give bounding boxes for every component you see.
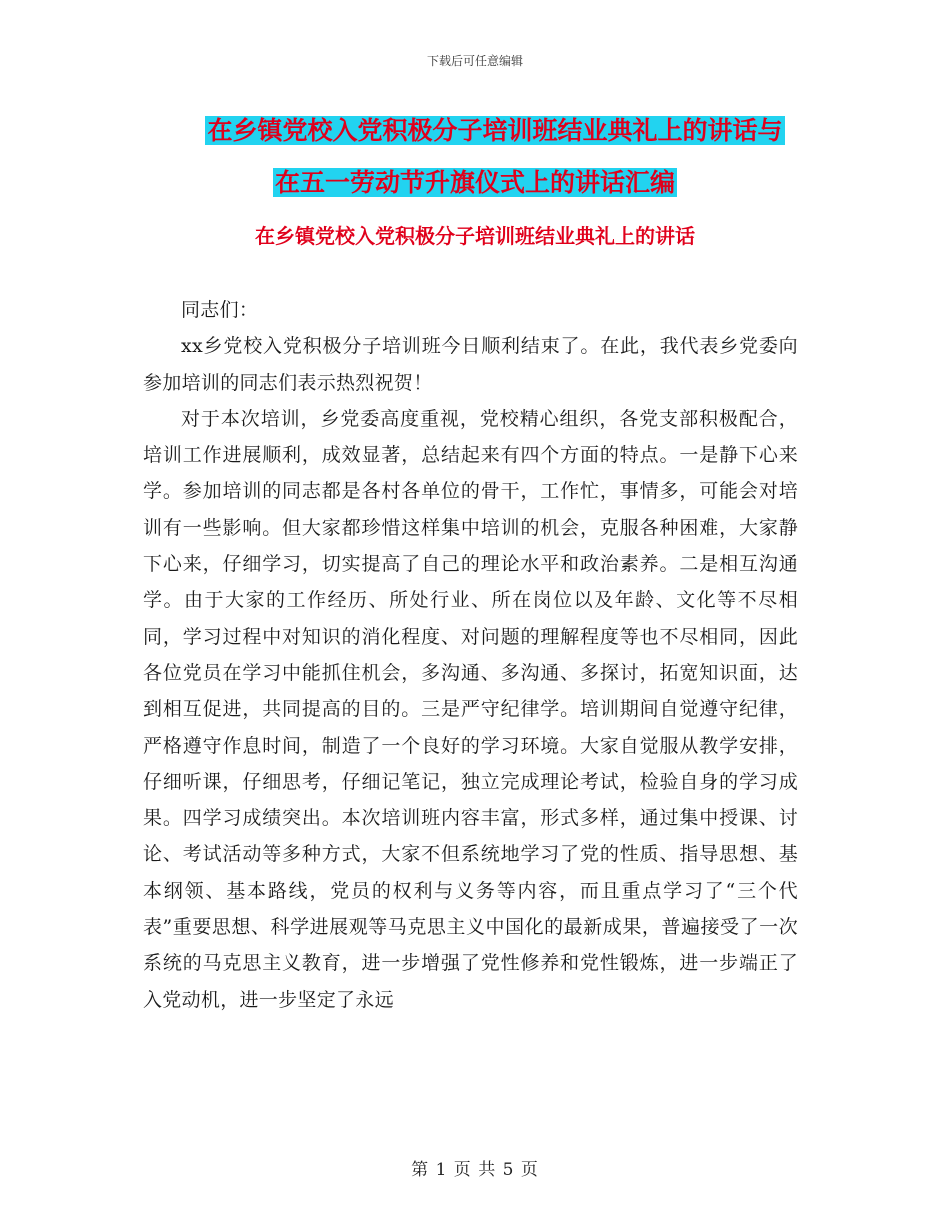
page-footer-number: 第 1 页 共 5 页 (411, 1160, 539, 1180)
document-body (143, 292, 798, 1018)
greeting-paragraph: 同志们： (181, 299, 259, 321)
title-line-1-text: 在乡镇党校入党积极分子培训班结业典礼上的讲话与 (207, 116, 783, 145)
document-title (0, 110, 950, 214)
section-title: 在乡镇党校入党积极分子培训班结业典礼上的讲话 (255, 224, 695, 248)
page-header-note: 下载后可任意编辑 (426, 54, 523, 68)
body-paragraph-2: 对于本次培训，乡党委高度重视，党校精心组织，各党支部积极配合，培训工作进展顺利，成效显著，总结起来有四个方面的特点。一是静下心来学。参加培训的同志都是各村各单位的骨干，工作忙，事情多，可能会对培训有一些影响。但大家都珍惜这样集中培训的机会，克服各种困难，大家静下心来，仔细学习，切实提高了自己的理论水平和政治素养。二是相互沟通学。由于大家的工作经历、所处行业、所在岗位以及年龄、文化等不尽相同，学习过程中对知识的消化程度、对问题的理解程度等也不尽相同，因此各位党员在学习中能抓住机会，多沟通、多沟通、多探讨，拓宽知识面，达到相互促进，共同提高的目的。三是严守纪律学。培训期间自觉遵守纪律，严格遵守作息时间，制造了一个良好的学习环境。大家自觉服从教学安排，仔细听课，仔细思考，仔细记笔记，独立完成理论考试，检验自身的学习成果。四学习成绩突出。本次培训班内容丰富，形式多样，通过集中授课、讨论、考试活动等多种方式，大家不但系统地学习了党的性质、指导思想、基本纲领、基本路线，党员的权利与义务等内容，而且重点学习了“三个代表”重要思想、科学进展观等马克思主义中国化的最新成果，普遍接受了一次系统的马克思主义教育，进一步增强了党性修养和党性锻炼，进一步端正了入党动机，进一步坚定了永远 (143, 407, 798, 1011)
title-line-2 (0, 162, 950, 214)
title-line-2-text: 在五一劳动节升旗仪式上的讲话汇编 (274, 168, 675, 197)
body-paragraph-1: xx乡党校入党积极分子培训班今日顺利结束了。在此，我代表乡党委向参加培训的同志们表示热烈祝贺！ (143, 335, 798, 394)
title-line-1 (0, 110, 950, 162)
